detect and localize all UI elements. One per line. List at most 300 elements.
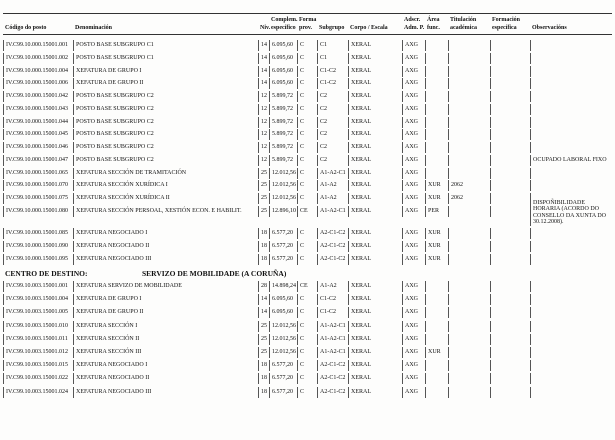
cell-forma: C [297,347,317,358]
cell-niv: 14 [258,78,269,89]
cell-complem: 6.095,60 [269,40,295,51]
section-heading-label: CENTRO DE DESTINO: [5,269,88,278]
cell-titulacion [448,117,490,128]
cell-observacions [530,91,613,102]
cell-subgrupo: A1-A2-C1 [317,206,348,217]
table-row [0,40,613,51]
column-header-label: Código do posto [5,25,47,31]
table-row [0,281,613,292]
cell-niv: 18 [258,241,269,252]
cell-codigo: IV.C99.10.000.15001.043 [3,104,73,115]
column-header-top-label [532,16,615,24]
cell-niv: 18 [258,360,269,371]
table-row [0,53,613,64]
cell-codigo: IV.C99.10.003.15001.005 [3,307,73,318]
cell-titulacion [448,360,490,371]
cell-corpo: XERAL [348,117,402,128]
cell-codigo: IV.C99.10.000.15001.042 [3,91,73,102]
cell-adscr: AXG [402,91,425,102]
cell-niv: 12 [258,155,269,166]
column-header-label: Niv. [260,25,271,31]
cell-observacions [530,104,613,115]
cell-area [425,373,448,384]
column-header-top-label: Adscr. [404,17,421,23]
cell-titulacion [448,91,490,102]
cell-adscr: AXG [402,129,425,140]
column-header-label: académica [450,25,477,31]
cell-niv: 25 [258,193,269,204]
cell-forma: C [297,168,317,179]
cell-formacion [490,53,530,64]
cell-corpo: XERAL [348,307,402,318]
cell-corpo: XERAL [348,360,402,371]
cell-denominacion: POSTO BASE SUBGRUPO C2 [73,104,258,115]
cell-corpo: XERAL [348,129,402,140]
cell-codigo: IV.C99.10.000.15001.090 [3,241,73,252]
cell-complem: 12.012,56 [269,168,295,179]
table-row [0,307,613,318]
cell-titulacion [448,155,490,166]
cell-denominacion: XEFATURA NEGOCIADO II [73,241,258,252]
cell-complem: 12.896,10 [269,206,295,217]
cell-forma: C [297,307,317,318]
column-header-denominacion [75,16,276,32]
cell-observacions [530,334,613,345]
cell-titulacion [448,104,490,115]
cell-observacions [530,307,613,318]
cell-codigo: IV.C99.10.003.15001.022 [3,373,73,384]
cell-codigo: IV.C99.10.003.15001.011 [3,334,73,345]
cell-corpo: XERAL [348,281,402,292]
column-header-label: específico [271,25,296,31]
table-row [0,321,613,332]
top-rule [3,13,612,14]
cell-codigo: IV.C99.10.000.15001.045 [3,129,73,140]
table-row [0,241,613,252]
cell-codigo: IV.C99.10.000.15001.065 [3,168,73,179]
cell-subgrupo: A1-A2-C1 [317,334,348,345]
cell-codigo: IV.C99.10.000.15001.006 [3,78,73,89]
cell-observacions [530,241,613,252]
cell-niv: 18 [258,387,269,398]
cell-subgrupo: A1-A2-C1 [317,168,348,179]
cell-subgrupo: A2-C1-C2 [317,373,348,384]
cell-niv: 18 [258,254,269,265]
cell-corpo: XERAL [348,142,402,153]
cell-corpo: XERAL [348,53,402,64]
cell-codigo: IV.C99.10.000.15001.047 [3,155,73,166]
cell-area [425,360,448,371]
cell-forma: C [297,104,317,115]
cell-niv: 25 [258,180,269,191]
cell-codigo: IV.C99.10.000.15001.046 [3,142,73,153]
cell-complem: 12.012,56 [269,321,295,332]
cell-corpo: XERAL [348,254,402,265]
cell-corpo: XERAL [348,294,402,305]
column-header-label: Denominación [75,25,113,31]
cell-titulacion: 2062 [448,180,490,191]
cell-formacion [490,307,530,318]
table-row [0,387,613,398]
cell-codigo: IV.C99.10.000.15001.075 [3,193,73,204]
cell-niv: 12 [258,129,269,140]
cell-denominacion: POSTO BASE SUBGRUPO C2 [73,155,258,166]
cell-denominacion: XEFATURA SECCIÓN DE TRAMITACIÓN [73,168,258,179]
cell-codigo: IV.C99.10.000.15001.095 [3,254,73,265]
cell-forma: CE [297,206,317,217]
cell-denominacion: POSTO BASE SUBGRUPO C2 [73,129,258,140]
cell-area [425,155,448,166]
table-row [0,91,613,102]
cell-complem: 12.012,56 [269,193,295,204]
cell-observacions [530,228,613,239]
cell-denominacion: XEFATURA SECCIÓN PERSOAL, XESTIÓN ECON. E HABILIT. [73,206,258,217]
cell-complem: 12.012,56 [269,180,295,191]
cell-observacions [530,66,613,77]
cell-complem: 6.095,60 [269,53,295,64]
cell-formacion [490,91,530,102]
cell-titulacion [448,373,490,384]
cell-subgrupo: C2 [317,117,348,128]
cell-niv: 14 [258,307,269,318]
cell-area [425,334,448,345]
cell-adscr: AXG [402,334,425,345]
cell-codigo: IV.C99.10.003.15001.012 [3,347,73,358]
table-row [0,180,613,191]
cell-subgrupo: A1-A2-C1 [317,347,348,358]
cell-formacion [490,117,530,128]
cell-subgrupo: A1-A2 [317,193,348,204]
cell-area [425,66,448,77]
cell-corpo: XERAL [348,321,402,332]
cell-niv: 28 [258,281,269,292]
cell-subgrupo: A2-C1-C2 [317,241,348,252]
table-row [0,254,613,265]
cell-corpo: XERAL [348,206,402,217]
cell-area [425,168,448,179]
cell-complem: 6.577,20 [269,254,295,265]
cell-adscr: AXG [402,53,425,64]
cell-titulacion [448,66,490,77]
cell-area [425,387,448,398]
cell-corpo: XERAL [348,155,402,166]
cell-titulacion [448,53,490,64]
cell-complem: 6.095,60 [269,307,295,318]
cell-niv: 14 [258,294,269,305]
cell-adscr: AXG [402,193,425,204]
cell-titulacion [448,241,490,252]
column-header-label: Subgrupo [319,25,345,31]
cell-denominacion: POSTO BASE SUBGRUPO C1 [73,53,258,64]
cell-corpo: XERAL [348,66,402,77]
cell-titulacion [448,307,490,318]
cell-titulacion [448,281,490,292]
cell-subgrupo: C2 [317,91,348,102]
table-row [0,334,613,345]
cell-formacion [490,254,530,265]
cell-titulacion [448,254,490,265]
cell-complem: 5.899,72 [269,155,295,166]
cell-observacions: OCUPADO LABORAL FIXO [530,155,613,166]
cell-forma: C [297,373,317,384]
cell-subgrupo: A1-A2 [317,281,348,292]
cell-adscr: AXG [402,254,425,265]
cell-observacions [530,387,613,398]
cell-adscr: AXG [402,387,425,398]
column-header-top-label: Área [427,17,440,23]
cell-formacion [490,294,530,305]
cell-forma: C [297,387,317,398]
cell-corpo: XERAL [348,40,402,51]
cell-area [425,294,448,305]
cell-observacions [530,281,613,292]
cell-titulacion [448,129,490,140]
cell-codigo: IV.C99.10.003.15001.004 [3,294,73,305]
cell-adscr: AXG [402,347,425,358]
cell-adscr: AXG [402,155,425,166]
cell-forma: C [297,117,317,128]
table-row [0,168,613,179]
cell-area [425,307,448,318]
cell-niv: 14 [258,40,269,51]
cell-subgrupo: C2 [317,155,348,166]
cell-observacions [530,117,613,128]
cell-adscr: AXG [402,78,425,89]
cell-denominacion: XEFATURA DE GRUPO II [73,78,258,89]
cell-titulacion [448,347,490,358]
column-header-top-label [75,16,276,24]
column-header-label: prov. [299,25,313,31]
cell-niv: 25 [258,168,269,179]
cell-niv: 18 [258,228,269,239]
cell-denominacion: POSTO BASE SUBGRUPO C2 [73,142,258,153]
header-bottom-rule [3,34,612,35]
table-row [0,294,613,305]
cell-forma: C [297,155,317,166]
cell-subgrupo: A1-A2-C1 [317,321,348,332]
column-header-observacions [532,16,615,32]
cell-niv: 12 [258,117,269,128]
cell-formacion [490,360,530,371]
cell-niv: 14 [258,66,269,77]
cell-area: XUR [425,193,448,204]
cell-complem: 5.899,72 [269,91,295,102]
cell-complem: 5.899,72 [269,142,295,153]
column-header-top-label: Titulación [450,17,477,23]
cell-denominacion: XEFATURA NEGOCIADO II [73,373,258,384]
cell-forma: CE [297,281,317,292]
cell-niv: 25 [258,321,269,332]
cell-titulacion [448,168,490,179]
table-row [0,129,613,140]
cell-adscr: AXG [402,228,425,239]
cell-denominacion: XEFATURA DE GRUPO II [73,307,258,318]
cell-corpo: XERAL [348,228,402,239]
cell-denominacion: XEFATURA SERVIZO DE MOBILIDADE [73,281,258,292]
cell-subgrupo: C1-C2 [317,66,348,77]
column-header-label: específica [492,25,517,31]
cell-forma: C [297,129,317,140]
cell-adscr: AXG [402,307,425,318]
cell-denominacion: XEFATURA SECCIÓN XURÍDICA II [73,193,258,204]
cell-codigo: IV.C99.10.003.15001.015 [3,360,73,371]
cell-adscr: AXG [402,40,425,51]
cell-observacions [530,294,613,305]
cell-formacion [490,104,530,115]
cell-formacion [490,206,530,217]
cell-denominacion: POSTO BASE SUBGRUPO C2 [73,117,258,128]
cell-observacions [530,40,613,51]
table-row [0,193,613,204]
cell-observacions [530,142,613,153]
cell-formacion [490,228,530,239]
table-row [0,142,613,153]
cell-area [425,53,448,64]
cell-codigo: IV.C99.10.003.15001.024 [3,387,73,398]
cell-titulacion [448,321,490,332]
cell-codigo: IV.C99.10.000.15001.080 [3,206,73,217]
cell-area: XUR [425,228,448,239]
cell-subgrupo: C1-C2 [317,78,348,89]
cell-titulacion [448,206,490,217]
cell-forma: C [297,254,317,265]
cell-subgrupo: A2-C1-C2 [317,254,348,265]
cell-observacions [530,347,613,358]
cell-codigo: IV.C99.10.000.15001.002 [3,53,73,64]
cell-complem: 12.012,56 [269,334,295,345]
cell-subgrupo: C2 [317,129,348,140]
cell-niv: 14 [258,53,269,64]
cell-forma: C [297,40,317,51]
table-row [0,104,613,115]
cell-area [425,91,448,102]
cell-area: XUR [425,180,448,191]
cell-denominacion: XEFATURA SECCIÓN II [73,334,258,345]
cell-formacion [490,193,530,204]
cell-observacions [530,78,613,89]
cell-observacions [530,129,613,140]
cell-formacion [490,321,530,332]
cell-subgrupo: A2-C1-C2 [317,360,348,371]
cell-codigo: IV.C99.10.000.15001.085 [3,228,73,239]
cell-subgrupo: C1-C2 [317,294,348,305]
cell-complem: 6.577,20 [269,387,295,398]
cell-formacion [490,142,530,153]
cell-complem: 6.577,20 [269,241,295,252]
cell-formacion [490,180,530,191]
cell-adscr: AXG [402,117,425,128]
cell-forma: C [297,78,317,89]
table-row [0,360,613,371]
cell-area: XUR [425,241,448,252]
cell-observacions [530,360,613,371]
cell-adscr: AXG [402,66,425,77]
cell-corpo: XERAL [348,373,402,384]
cell-forma: C [297,180,317,191]
cell-denominacion: POSTO BASE SUBGRUPO C2 [73,91,258,102]
table-row [0,228,613,239]
cell-adscr: AXG [402,168,425,179]
cell-adscr: AXG [402,281,425,292]
column-header-label: Corpo / Escala [350,25,388,31]
cell-corpo: XERAL [348,104,402,115]
cell-forma: C [297,334,317,345]
cell-area [425,78,448,89]
cell-subgrupo: A1-A2 [317,180,348,191]
cell-area [425,281,448,292]
cell-subgrupo: A2-C1-C2 [317,387,348,398]
cell-codigo: IV.C99.10.000.15001.004 [3,66,73,77]
cell-titulacion [448,228,490,239]
cell-niv: 25 [258,334,269,345]
cell-formacion [490,129,530,140]
cell-formacion [490,155,530,166]
cell-codigo: IV.C99.10.000.15001.044 [3,117,73,128]
cell-complem: 12.012,56 [269,347,295,358]
cell-denominacion: XEFATURA SECCIÓN III [73,347,258,358]
table-row [0,373,613,384]
table-row [0,199,613,226]
cell-adscr: AXG [402,142,425,153]
cell-denominacion: XEFATURA SECCIÓN I [73,321,258,332]
cell-titulacion [448,334,490,345]
cell-area [425,129,448,140]
cell-adscr: AXG [402,321,425,332]
cell-codigo: IV.C99.10.000.15001.070 [3,180,73,191]
cell-complem: 5.899,72 [269,129,295,140]
cell-formacion [490,40,530,51]
cell-adscr: AXG [402,180,425,191]
cell-corpo: XERAL [348,347,402,358]
cell-area [425,117,448,128]
cell-niv: 12 [258,142,269,153]
table-row [0,347,613,358]
table-row [0,155,613,166]
cell-titulacion [448,40,490,51]
cell-area: XUR [425,254,448,265]
section-heading [5,269,287,278]
cell-adscr: AXG [402,360,425,371]
cell-observacions [530,254,613,265]
cell-denominacion: XEFATURA NEGOCIADO I [73,228,258,239]
cell-area [425,142,448,153]
cell-titulacion [448,142,490,153]
column-header-top-label: Formación [492,17,520,23]
cell-corpo: XERAL [348,78,402,89]
cell-observacions [530,321,613,332]
cell-area [425,104,448,115]
cell-complem: 6.577,20 [269,228,295,239]
column-header-label: Adm. P. [404,25,425,31]
cell-denominacion: XEFATURA SECCIÓN XURÍDICA I [73,180,258,191]
column-header-label: Observacións [532,25,567,31]
cell-niv: 18 [258,373,269,384]
cell-forma: C [297,360,317,371]
cell-codigo: IV.C99.10.000.15001.001 [3,40,73,51]
cell-niv: 25 [258,206,269,217]
cell-denominacion: XEFATURA NEGOCIADO III [73,254,258,265]
cell-adscr: AXG [402,294,425,305]
cell-titulacion [448,294,490,305]
cell-subgrupo: C2 [317,142,348,153]
cell-forma: C [297,142,317,153]
cell-complem: 14.898,24 [269,281,295,292]
cell-subgrupo: C2 [317,104,348,115]
cell-denominacion: XEFATURA NEGOCIADO III [73,387,258,398]
cell-area: PER [425,206,448,217]
cell-denominacion: XEFATURA DE GRUPO I [73,294,258,305]
column-header-label: func. [427,25,440,31]
